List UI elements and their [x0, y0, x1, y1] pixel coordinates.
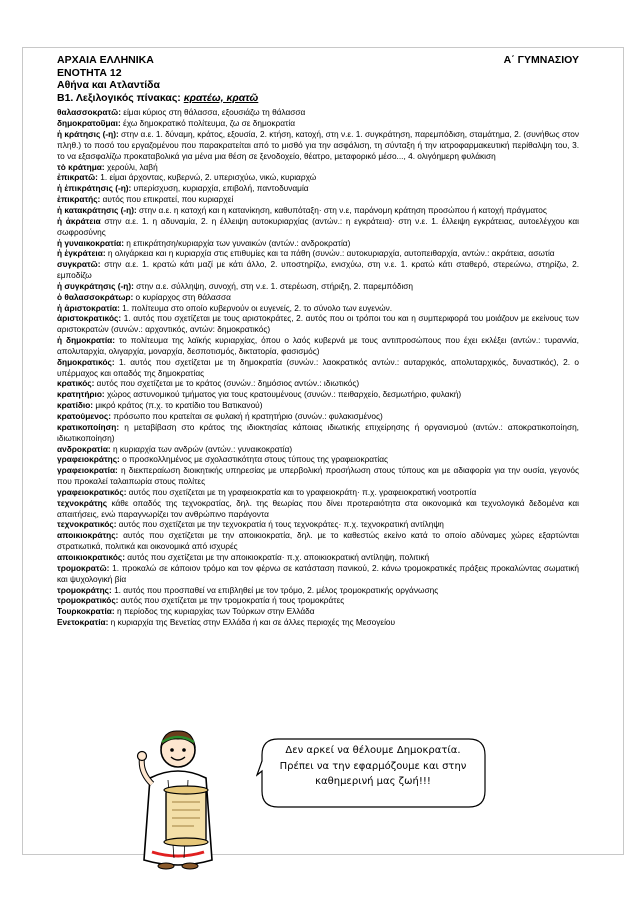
entry-definition: 1. αυτός που προσπαθεί να επιβληθεί με τον τρόμο, 2. μέλος τρομοκρατικής οργάνωσης	[111, 584, 439, 595]
vocabulary-entry	[57, 444, 579, 455]
entry-term: ἐπικρατής:	[57, 194, 101, 205]
entry-definition: αυτός που επικρατεί, που κυριαρχεί	[100, 194, 234, 205]
header-row	[57, 54, 579, 67]
entry-definition: η διεκπεραίωση διοικητικής υπηρεσίας με υπερβολική προσήλωση στους τύπους και με αδιαφορία για την ουσία, γεγονός που προκαλεί ταλαιπωρία στους πολίτες	[57, 465, 579, 487]
entry-term: αποικιοκράτης:	[57, 530, 119, 541]
speech-bubble-text	[270, 743, 476, 790]
entry-term: τεχνοκρατικός:	[57, 519, 117, 530]
entry-term: κρατούμενος:	[57, 411, 112, 421]
vocabulary-entry	[57, 411, 579, 422]
vocabulary-entry	[57, 313, 579, 335]
entry-term: ανδροκρατία:	[57, 443, 111, 454]
entry-definition: η επικράτηση/κυριαρχία των γυναικών (αντών.: ανδροκρατία)	[124, 237, 351, 248]
entry-term: ὁ θαλασσοκράτωρ:	[57, 291, 134, 302]
entry-definition: 1. πολίτευμα στο οποίο κυβερνούν οι ευγενείς, 2. το σύνολο των ευγενών.	[119, 302, 393, 313]
vocabulary-entry	[57, 172, 579, 183]
vocabulary-entry	[57, 400, 579, 411]
entry-definition: η μεταβίβαση στο κράτος της ιδιοκτησίας κάποιας ιδιωτικής επιχείρησης ή οργανισμού (αντών.: αποκρατικοποίηση, ιδιωτικοποίηση)	[57, 421, 579, 443]
entry-term: τὸ κράτημα:	[57, 161, 105, 172]
unit-title: ΕΝΟΤΗΤΑ 12	[57, 66, 122, 79]
entry-term: Ενετοκρατία:	[57, 617, 109, 628]
entry-definition: κάθε οπαδός της τεχνοκρατίας, δηλ. της θεωρίας που δίνει προτεραιότητα στα οικονομικά και τεχνολογικά δεδομένα και απαιτήσεις, ενώ παραγνωρίζει τον ανθρώπινο παράγοντα	[57, 497, 579, 519]
entry-definition: 1. είμαι άρχοντας, κυβερνώ, 2. υπερισχύω, νικώ, κυριαρχώ	[97, 172, 317, 183]
entry-term: γραφειοκρατικός:	[57, 486, 127, 497]
entry-definition: υπερίσχυση, κυριαρχία, επιβολή, παντοδυναμία	[131, 183, 309, 194]
entry-definition: αυτός που σχετίζεται με την αποικιοκρατία, δηλ. με το καθεστώς εκείνο κατά το οποίο αδύναμες χώρες εξαρτώνται στρατιωτικά, πολιτικά και οικονομικά από ισχυρές	[57, 530, 579, 552]
entry-term: γραφειοκράτης:	[57, 454, 120, 465]
entry-definition: μικρό κράτος (π.χ. το κρατίδιο του Βατικανού)	[93, 400, 263, 411]
entry-term: ἡ ἐγκράτεια:	[57, 248, 106, 259]
document-page	[57, 54, 579, 628]
entry-term: κρατητήριο:	[57, 389, 105, 400]
entry-definition: ο κυρίαρχος στη θάλασσα	[133, 291, 231, 302]
grade-label: Α΄ ΓΥΜΝΑΣΙΟΥ	[503, 54, 579, 66]
entry-term: ἀριστοκρατικός:	[57, 313, 122, 324]
vocabulary-entry	[57, 357, 579, 379]
speech-line-3: καθημερινή μας ζωή!!!	[315, 776, 431, 787]
vocabulary-entry	[57, 303, 579, 314]
entry-term: συγκρατῶ:	[57, 259, 101, 270]
entry-term: τρομοκρατικός:	[57, 595, 119, 606]
entry-definition: η κυριαρχία των ανδρών (αντών.: γυναικοκρατία)	[110, 443, 293, 454]
entry-definition: στην α.ε. 1. κρατώ κάτι μαζί με κάτι άλλο, 2. υποστηρίζω, ενισχύω, στη ν.ε. 1. κρατώ κάτι σταθερό, στερεώνω, στηρίζω, 2. εμποδίζω	[57, 259, 579, 281]
entry-term: κρατικοποίηση:	[57, 421, 120, 432]
vocabulary-entry	[57, 563, 579, 585]
entry-definition: αυτός που σχετίζεται με την τεχνοκρατία ή τους τεχνοκράτες· π.χ. τεχνοκρατική αντίληψη	[116, 519, 444, 530]
speech-line-1: Δεν αρκεί να θέλουμε Δημοκρατία.	[285, 745, 461, 756]
entry-term: θαλασσοκρατῶ:	[57, 107, 121, 118]
vocabulary-entry	[57, 454, 579, 465]
topic-title: Αθήνα και Ατλαντίδα	[57, 79, 160, 92]
vocabulary-entry	[57, 129, 579, 162]
entry-term: τρομοκράτης:	[57, 584, 112, 595]
entry-term: ἡ δημοκρατία:	[57, 335, 116, 346]
entry-term: ἡ συγκράτησις (-η):	[57, 280, 134, 291]
entry-definition: πρόσωπο που κρατείται σε φυλακή ή κρατητήριο (συνών.: φυλακισμένος)	[111, 411, 383, 421]
entry-definition: αυτός που σχετίζεται με το κράτος (συνών.: δημόσιος αντών.: ιδιωτικός)	[94, 378, 360, 389]
speech-line-2: Πρέπει να την εφαρμόζουμε και στην	[279, 760, 467, 772]
vocabulary-entry	[57, 422, 579, 444]
vocabulary-entry	[57, 585, 579, 596]
section-label: Β1. Λεξιλογικός πίνακας:	[57, 91, 184, 104]
vocabulary-entry	[57, 530, 579, 552]
vocabulary-entry	[57, 238, 579, 249]
entry-definition: 1. αυτός που σχετίζεται με τους αριστοκράτες, 2. αυτός που οι τρόποι του και η συμπεριφορά του μοιάζουν με εκείνους των αριστοκρατών (συνών.: αρχοντικός, αντών: δημοκρατικός)	[57, 313, 579, 335]
entry-term: Τουρκοκρατία:	[57, 606, 115, 617]
entry-definition: η κυριαρχία της Βενετίας στην Ελλάδα ή και σε άλλες περιοχές της Μεσογείου	[108, 617, 396, 628]
section-heading	[57, 92, 579, 105]
entry-term: γραφειοκρατία:	[57, 465, 118, 476]
entry-definition: χώρος αστυνομικού τμήματος για τους κρατουμένους (συνών.: πειθαρχείο, δεσμωτήριο, φυλακή)	[104, 389, 462, 400]
entry-term: κρατίδιο:	[57, 400, 94, 411]
entry-definition: είμαι κύριος στη θάλασσα, εξουσιάζω τη θάλασσα	[120, 107, 306, 118]
subject-title: ΑΡΧΑΙΑ ΕΛΛΗΝΙΚΑ	[57, 54, 154, 66]
entry-definition: αυτός που σχετίζεται με την αποικιοκρατία· π.χ. αποικιοκρατική αντίληψη, πολιτική	[124, 551, 430, 562]
entry-definition: στην α.ε. σύλληψη, συνοχή, στη ν.ε. 1. στερέωση, στήριξη, 2. παρεμπόδιση	[133, 280, 414, 291]
entry-definition: στην α.ε. 1. δύναμη, κράτος, εξουσία, 2. κτήση, κατοχή, στη ν.ε. 1. συγκράτηση, παρεμπόδιση, σταμάτημα, 2. (συνήθως στον πληθ.) το ποσό του εργαζομένου που παρακρατείται από το μισθό για την ασφάλιση, τη σύνταξη ή την ιατροφαρμακευτική περίθαλψη του, 3. το να εξασφαλίζω προκαταβολικά για μένα μια θέση σε ξενοδοχείο, θέατρο, μεταφορικό μέσο..., 4. ολιγόημερη φυλάκιση	[57, 129, 579, 161]
vocabulary-entry	[57, 107, 579, 118]
vocabulary-entry	[57, 487, 579, 498]
vocabulary-entry	[57, 118, 579, 129]
entry-definition: αυτός που σχετίζεται με τη γραφειοκρατία και το γραφειοκράτη· π.χ. γραφειοκρατική νοοτροπία	[126, 486, 477, 497]
vocabulary-entry	[57, 595, 579, 606]
entry-term: ἡ κράτησις (-η):	[57, 129, 119, 140]
entry-term: ἐπικρατῶ:	[57, 172, 98, 183]
vocabulary-entry	[57, 162, 579, 173]
vocabulary-entry	[57, 248, 579, 259]
entry-definition: η ολιγάρκεια και η κυριαρχία στις επιθυμίες και τα πάθη (συνών.: αυτοκυριαρχία, αυτοπειθαρχία, αντών.: ακράτεια, ασωτία	[105, 248, 555, 259]
entry-definition: το πολίτευμα της λαϊκής κυριαρχίας, όπου ο λαός κυβερνά με τους αντιπροσώπους που έχει εκλέξει (αντών.: τυραννία, απολυταρχία, ολιγαρχία, μοναρχία, δεσποτισμός, δικτατορία, φασισμός)	[57, 335, 579, 356]
entry-term: ἡ γυναικοκρατία:	[57, 237, 124, 248]
entry-term: δημοκρατοῦμαι:	[57, 118, 121, 129]
vocabulary-entry	[57, 378, 579, 389]
vocabulary-entry	[57, 194, 579, 205]
entry-term: κρατικός:	[57, 378, 95, 389]
entry-term: τρομοκρατῶ:	[57, 562, 110, 573]
vocabulary-entry	[57, 259, 579, 281]
entry-definition: 1. προκαλώ σε κάποιον τρόμο και τον φέρνω σε κατάσταση πανικού, 2. κάνω τρομοκρατικές πράξεις προκαλώντας σωματική και ψυχολογική βία	[57, 562, 579, 584]
entry-term: αποικιοκρατικός:	[57, 551, 125, 562]
entry-definition: αυτός που σχετίζεται με την τρομοκρατία ή τους τρομοκράτες	[118, 595, 345, 606]
ancient-greek-mascot-illustration	[128, 720, 228, 870]
vocabulary-entry	[57, 498, 579, 520]
entry-definition: 1. αυτός που σχετίζεται με τη δημοκρατία (συνών.: λαοκρατικός αντών.: αυταρχικός, απολυταρχικός, δυναστικός), 2. ο υπέρμαχος και οπαδός της δημοκρατίας	[57, 356, 579, 378]
vocabulary-entry	[57, 205, 579, 216]
vocabulary-entry	[57, 465, 579, 487]
entry-term: δημοκρατικός:	[57, 356, 115, 367]
vocabulary-entry	[57, 281, 579, 292]
vocabulary-entry	[57, 519, 579, 530]
entry-term: ἡ κατακράτησις (-η):	[57, 204, 137, 215]
entry-term: ἡ ἀκράτεια	[57, 215, 101, 226]
entry-term: ἡ ἐπικράτησις (-η):	[57, 183, 132, 194]
vocabulary-list	[57, 107, 579, 628]
vocabulary-entry	[57, 606, 579, 617]
entry-definition: έχω δημοκρατικό πολίτευμα, ζω σε δημοκρατία	[120, 118, 295, 129]
vocabulary-entry	[57, 183, 579, 194]
entry-definition: στην α.ε. η κατοχή και η κατανίκηση, καθυπόταξη· στη ν.ε, παράνομη κράτηση προσώπου ή κατοχή πράγματος	[136, 204, 547, 215]
entry-definition: ο προσκολλημένος με σχολαστικότητα στους τύπους της γραφειοκρατίας	[119, 454, 389, 465]
entry-definition: στην α.ε. 1. η αδυναμία, 2. η έλλειψη αυτοκυριαρχίας (αντών.: η εγκράτεια)· στη ν.ε. 1. έλλειψη εγκράτειας, αυτοελέγχου και σωφροσύνης	[57, 215, 579, 237]
vocabulary-entry	[57, 552, 579, 563]
entry-term: τεχνοκράτης	[57, 497, 108, 508]
section-words: κρατέω, κρατῶ	[183, 91, 259, 104]
vocabulary-entry	[57, 617, 579, 628]
entry-definition: η περίοδος της κυριαρχίας των Τούρκων στην Ελλάδα	[114, 606, 315, 617]
vocabulary-entry	[57, 292, 579, 303]
vocabulary-entry	[57, 335, 579, 357]
entry-term: ἡ ἀριστοκρατία:	[57, 302, 120, 313]
entry-definition: χερούλι, λαβή	[104, 161, 158, 172]
vocabulary-entry	[57, 389, 579, 400]
vocabulary-entry	[57, 216, 579, 238]
